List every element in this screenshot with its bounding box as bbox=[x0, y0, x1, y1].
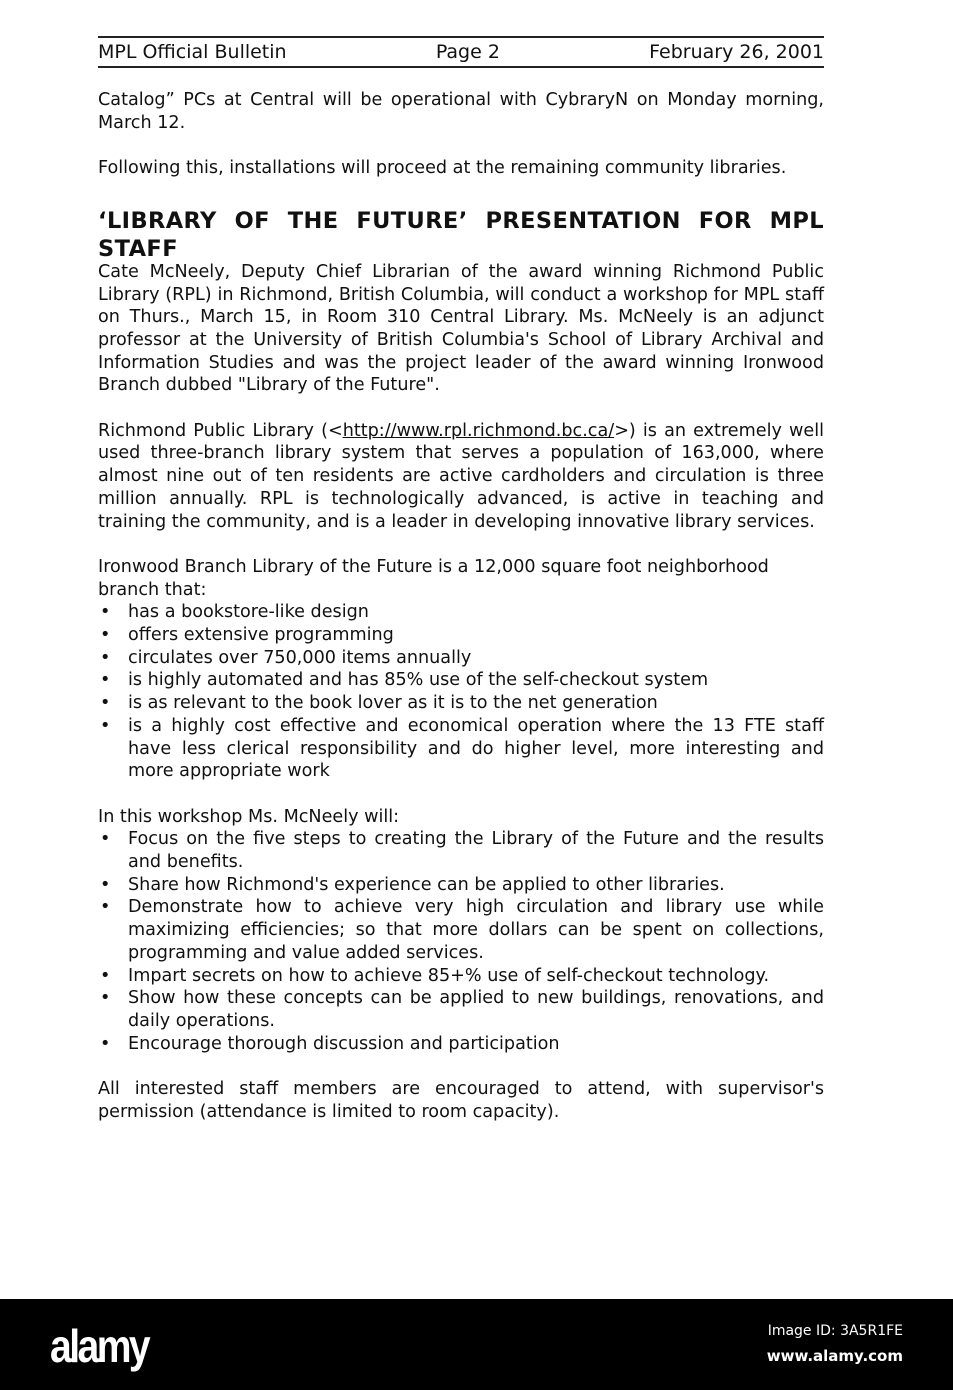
list-item: • is as relevant to the book lover as it is to the net generation bbox=[98, 692, 824, 715]
list-item: • Share how Richmond's experience can be applied to other libraries. bbox=[98, 874, 824, 897]
list-item: • Encourage thorough discussion and participation bbox=[98, 1033, 824, 1056]
image-id: Image ID: 3A5R1FE bbox=[767, 1323, 903, 1339]
list-item: • is highly automated and has 85% use of the self-checkout system bbox=[98, 669, 824, 692]
list-item: • Impart secrets on how to achieve 85+% use of self-checkout technology. bbox=[98, 965, 824, 988]
bulletin-date: February 26, 2001 bbox=[649, 41, 824, 63]
bulletin-page bbox=[98, 36, 824, 1146]
site-url: www.alamy.com bbox=[766, 1347, 903, 1365]
list-item: • has a bookstore-like design bbox=[98, 601, 824, 624]
list-item: • offers extensive programming bbox=[98, 624, 824, 647]
workshop-topics-list bbox=[98, 828, 824, 1055]
list-item: • Show how these concepts can be applied to new buildings, renovations, and daily operations. bbox=[98, 987, 824, 1032]
text: Richmond Public Library (< bbox=[98, 420, 343, 441]
paragraph: In this workshop Ms. McNeely will: bbox=[98, 806, 400, 827]
watermark-footer bbox=[0, 1299, 953, 1390]
rpl-link[interactable]: http://www.rpl.richmond.bc.ca/ bbox=[342, 420, 615, 441]
branch-features-list bbox=[98, 601, 824, 783]
list-item: • Demonstrate how to achieve very high circulation and library use while maximizing efficiencies; so that more dollars can be spent on collections, programming and value added services. bbox=[98, 896, 824, 964]
paragraph: All interested staff members are encouraged to attend, with supervisor's permission (attendance is limited to room capacity). bbox=[98, 1079, 824, 1122]
paragraph: Following this, installations will proceed at the remaining community libraries. bbox=[98, 158, 787, 179]
bulletin-title: MPL Official Bulletin bbox=[98, 41, 287, 63]
paragraph: Cate McNeely, Deputy Chief Librarian of the award winning Richmond Public Library (RPL) in Richmond, British Columbia, will conduct a workshop for MPL staff on Thurs., March 15, in Room 310 Central Library. Ms. McNeely is an adjunct professor at the University of British Columbia's School of Library Archival and Information Studies and was the project leader of the award winning Ironwood Branch dubbed "Library of the Future". bbox=[98, 261, 824, 396]
list-item: • is a highly cost effective and economical operation where the 13 FTE staff have less clerical responsibility and do higher level, more interesting and more appropriate work bbox=[98, 715, 824, 783]
paragraph: Ironwood Branch Library of the Future is a 12,000 square foot neighborhood branch that: bbox=[98, 556, 769, 600]
list-item: • circulates over 750,000 items annually bbox=[98, 647, 824, 670]
page-header bbox=[98, 36, 824, 68]
section-heading: ‘LIBRARY OF THE FUTURE’ PRESENTATION FOR MPL STAFF bbox=[98, 207, 824, 262]
list-item: • Focus on the five steps to creating the Library of the Future and the results and benefits. bbox=[98, 828, 824, 873]
paragraph bbox=[98, 420, 824, 534]
alamy-logo: alamy bbox=[50, 1320, 149, 1372]
page-number: Page 2 bbox=[435, 41, 500, 63]
paragraph: Catalog” PCs at Central will be operational with CybraryN on Monday morning, March 12. bbox=[98, 90, 824, 133]
article-body bbox=[98, 89, 824, 1123]
text: >) is an extremely well used three-branch library system that serves a population of 163,000, where almost nine out of ten residents are active cardholders and circulation is three million annually. RPL is technologically advanced, is active in teaching and training the community, and is a leader in developing innovative library services. bbox=[98, 420, 824, 532]
